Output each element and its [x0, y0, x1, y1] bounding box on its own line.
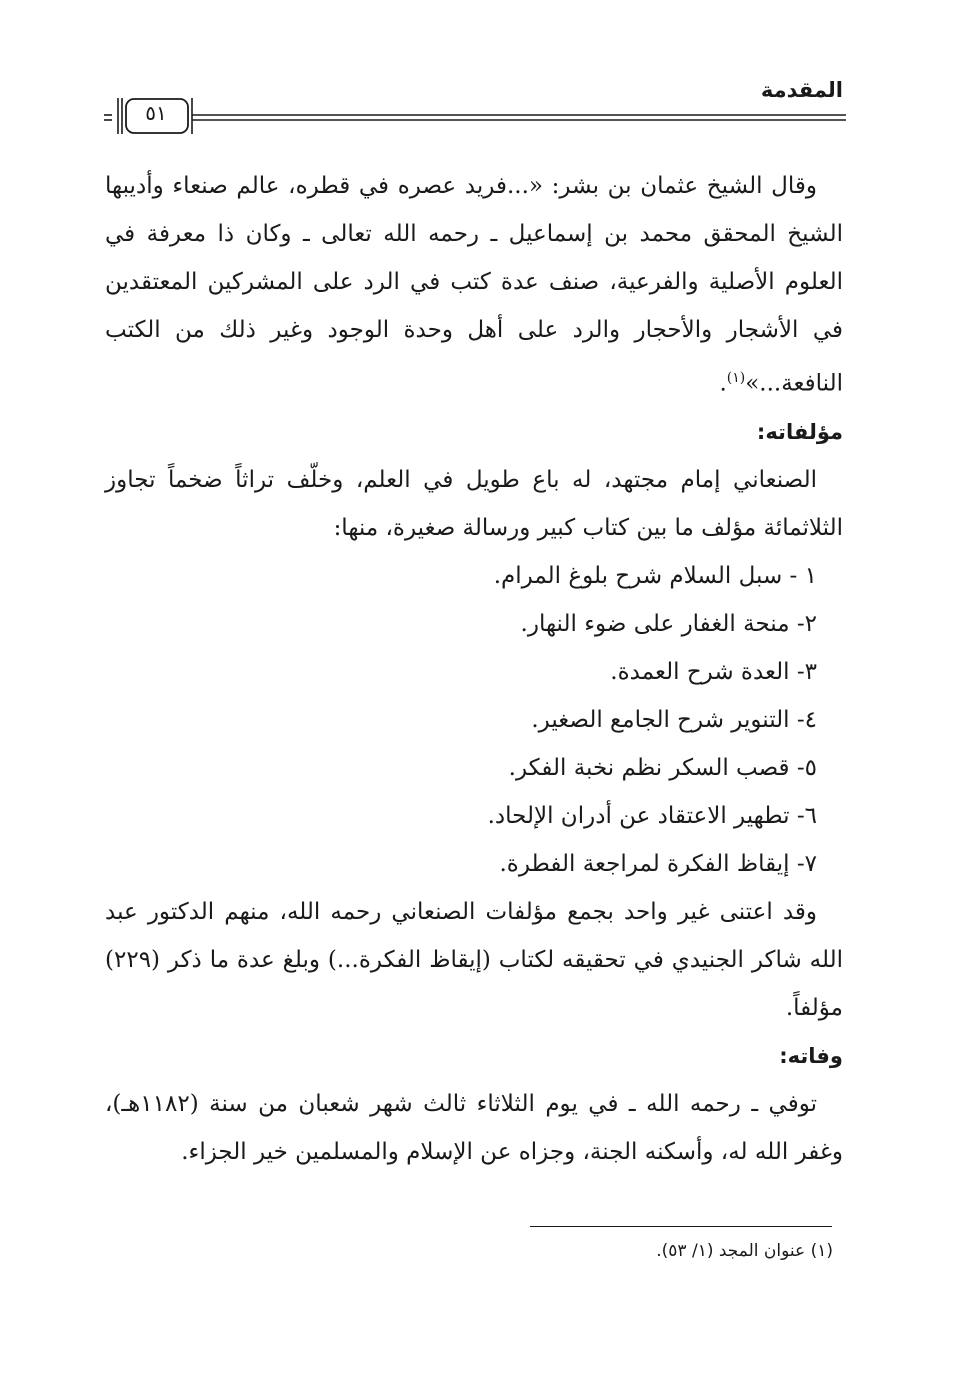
work-item: ١ - سبل السلام شرح بلوغ المرام.: [493, 562, 817, 589]
work-item: ٥- قصب السكر نظم نخبة الفكر.: [508, 754, 817, 781]
running-title: المقدمة: [760, 78, 843, 102]
work-item: ٦- تطهير الاعتقاد عن أدران الإلحاد.: [487, 802, 817, 829]
heading-works: مؤلفاته:: [756, 419, 843, 444]
work-item: ٤- التنوير شرح الجامع الصغير.: [531, 706, 817, 733]
work-item: ٢- منحة الغفار على ضوء النهار.: [520, 610, 817, 637]
footnote: (١) عنوان المجد (١/ ٥٣).: [656, 1241, 833, 1261]
paragraph-death: توفي ـ رحمه الله ـ في يوم الثلاثاء ثالث شهر شعبان من سنة (١١٨٢هـ)، وغفر الله له، وأسكنه الجنة، وجزاه عن الإسلام والمسلمين خير الجزاء.: [105, 1090, 843, 1165]
paragraph-collectors: وقد اعتنى غير واحد بجمع مؤلفات الصنعاني رحمه الله، منهم الدكتور عبد الله شاكر الجنيدي في تحقيقه لكتاب (إيقاظ الفكرة...) وبلغ عدة ما ذكر (٢٢٩) مؤلفاً.: [105, 898, 843, 1021]
page-number: ٥١: [145, 101, 167, 125]
quote-text: وقال الشيخ عثمان بن بشر: «...فريد عصره في قطره، عالم صنعاء وأديبها الشيخ المحقق محمد بن إسماعيل ـ رحمه الله تعالى ـ وكان ذا معرفة في العلوم الأصلية والفرعية، صنف عدة كتب في الرد على المشركين المعتقدين في الأشجار والأحجار والرد على أهل وحدة الوجود وغير ذلك من الكتب النافعة...»: [105, 173, 843, 397]
paragraph-quote: [105, 162, 843, 408]
quote-end: .: [719, 370, 727, 397]
paragraph-works-intro: الصنعاني إمام مجتهد، له باع طويل في العلم، وخلّف تراثاً ضخماً تجاوز الثلاثمائة مؤلف ما بين كتاب كبير ورسالة صغيرة، منها:: [105, 466, 843, 541]
header-rule-ornament: [100, 96, 846, 136]
work-item: ٧- إيقاظ الفكرة لمراجعة الفطرة.: [499, 850, 817, 877]
heading-death: وفاته:: [779, 1043, 843, 1068]
main-text: [105, 162, 843, 1176]
footnote-separator: [530, 1226, 832, 1227]
footnote-ref: (١): [726, 370, 746, 386]
work-item: ٣- العدة شرح العمدة.: [610, 658, 817, 685]
